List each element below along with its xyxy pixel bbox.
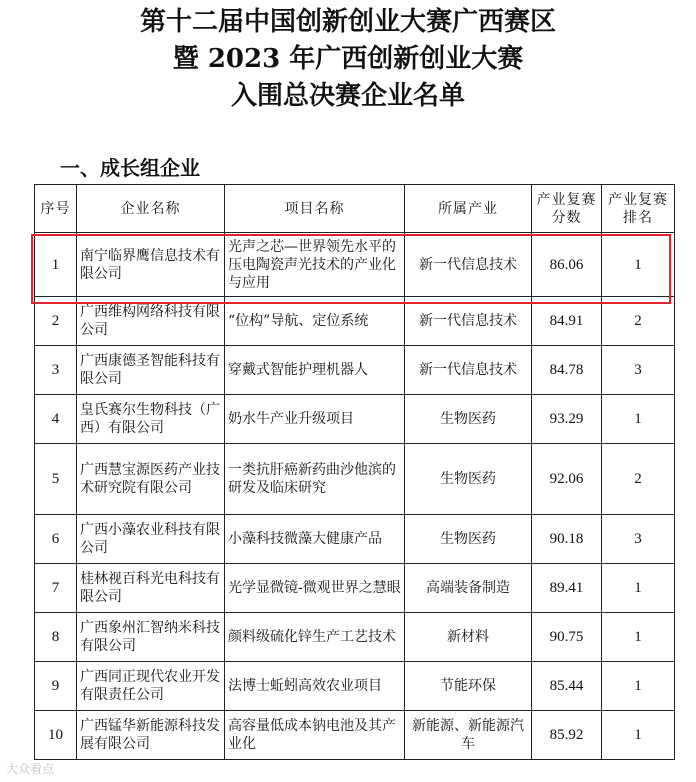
header-project: 项目名称 [225, 185, 405, 233]
rank: 3 [602, 515, 675, 564]
industry: 新一代信息技术 [405, 233, 532, 297]
rank: 1 [602, 662, 675, 711]
row-number: 3 [35, 346, 77, 395]
project-name: 奶水牛产业升级项目 [225, 395, 405, 444]
score: 84.91 [532, 297, 602, 346]
company-name: 广西康德圣智能科技有限公司 [77, 346, 225, 395]
table-row [35, 233, 675, 297]
document-title [0, 4, 696, 115]
header-score: 产业复赛分数 [532, 185, 602, 233]
header-company: 企业名称 [77, 185, 225, 233]
project-name: 光声之芯—世界领先水平的压电陶瓷声光技术的产业化与应用 [225, 233, 405, 297]
score: 85.44 [532, 662, 602, 711]
industry: 新一代信息技术 [405, 297, 532, 346]
rank: 1 [602, 613, 675, 662]
company-name: 广西维构网络科技有限公司 [77, 297, 225, 346]
industry: 新能源、新能源汽车 [405, 711, 532, 760]
project-name: 光学显微镜-微观世界之慧眼 [225, 564, 405, 613]
project-name: 小藻科技微藻大健康产品 [225, 515, 405, 564]
rank: 1 [602, 233, 675, 297]
table-row [35, 711, 675, 760]
industry: 新材料 [405, 613, 532, 662]
row-number: 6 [35, 515, 77, 564]
industry: 高端装备制造 [405, 564, 532, 613]
project-name: 颜料级硫化锌生产工艺技术 [225, 613, 405, 662]
company-name: 广西同正现代农业开发有限责任公司 [77, 662, 225, 711]
industry: 生物医药 [405, 515, 532, 564]
table-row [35, 297, 675, 346]
project-name: 高容量低成本钠电池及其产业化 [225, 711, 405, 760]
score: 93.29 [532, 395, 602, 444]
table-header-row [35, 185, 675, 233]
table-row [35, 613, 675, 662]
row-number: 10 [35, 711, 77, 760]
table-row [35, 515, 675, 564]
title-line-1: 第十二届中国创新创业大赛广西赛区 [139, 7, 556, 37]
project-name: “位构”导航、定位系统 [225, 297, 405, 346]
rank: 1 [602, 711, 675, 760]
table-row [35, 346, 675, 395]
row-number: 8 [35, 613, 77, 662]
industry: 生物医药 [405, 395, 532, 444]
score: 85.92 [532, 711, 602, 760]
company-name: 广西小藻农业科技有限公司 [77, 515, 225, 564]
project-name: 一类抗肝癌新药曲沙他滨的研发及临床研究 [225, 444, 405, 515]
title-line-2: 暨 2023 年广西创新创业大赛 [172, 44, 524, 74]
table-row [35, 444, 675, 515]
company-name: 南宁临界鹰信息技术有限公司 [77, 233, 225, 297]
rank: 1 [602, 564, 675, 613]
company-name: 皇氏赛尔生物科技（广西）有限公司 [77, 395, 225, 444]
row-number: 5 [35, 444, 77, 515]
score: 84.78 [532, 346, 602, 395]
row-number: 4 [35, 395, 77, 444]
project-name: 穿戴式智能护理机器人 [225, 346, 405, 395]
title-line-3: 入围总决赛企业名单 [230, 81, 465, 111]
rank: 1 [602, 395, 675, 444]
table-row [35, 564, 675, 613]
project-name: 法博士蚯蚓高效农业项目 [225, 662, 405, 711]
header-no: 序号 [35, 185, 77, 233]
score: 90.75 [532, 613, 602, 662]
company-name: 广西锰华新能源科技发展有限公司 [77, 711, 225, 760]
rank: 2 [602, 297, 675, 346]
row-number: 7 [35, 564, 77, 613]
score: 86.06 [532, 233, 602, 297]
header-industry: 所属产业 [405, 185, 532, 233]
industry: 新一代信息技术 [405, 346, 532, 395]
watermark: 大众看点 [6, 762, 55, 776]
finalist-table [34, 184, 675, 760]
row-number: 2 [35, 297, 77, 346]
industry: 节能环保 [405, 662, 532, 711]
rank: 2 [602, 444, 675, 515]
company-name: 桂林视百科光电科技有限公司 [77, 564, 225, 613]
company-name: 广西慧宝源医药产业技术研究院有限公司 [77, 444, 225, 515]
score: 92.06 [532, 444, 602, 515]
row-number: 9 [35, 662, 77, 711]
section-heading: 一、成长组企业 [60, 156, 200, 180]
header-rank: 产业复赛排名 [602, 185, 675, 233]
company-name: 广西象州汇智纳米科技有限公司 [77, 613, 225, 662]
score: 89.41 [532, 564, 602, 613]
table-row [35, 395, 675, 444]
row-number: 1 [35, 233, 77, 297]
rank: 3 [602, 346, 675, 395]
industry: 生物医药 [405, 444, 532, 515]
table-row [35, 662, 675, 711]
score: 90.18 [532, 515, 602, 564]
